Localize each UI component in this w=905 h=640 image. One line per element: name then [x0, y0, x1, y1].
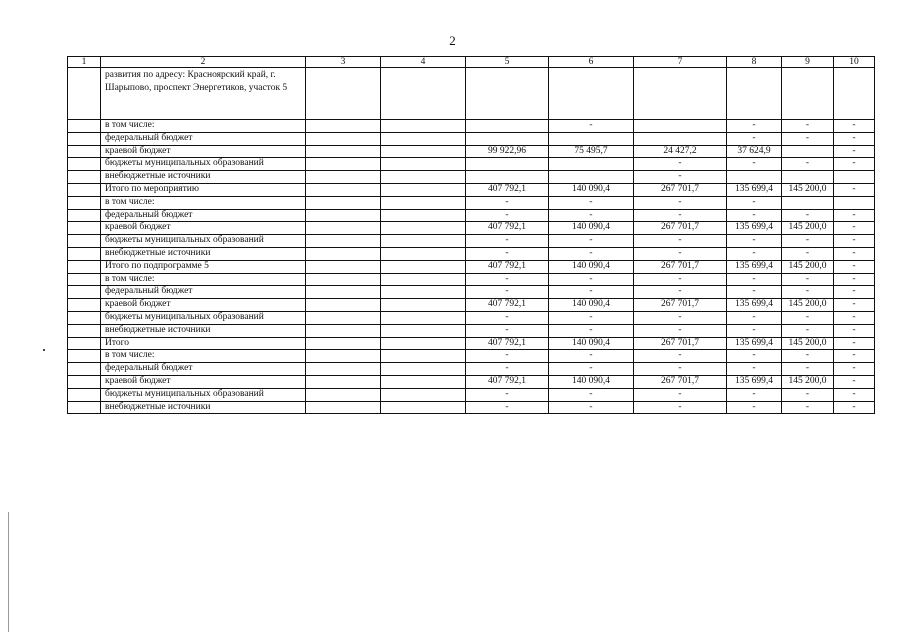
- value-cell: 140 090,4: [549, 222, 634, 235]
- value-cell: -: [634, 273, 727, 286]
- value-cell: [306, 235, 381, 248]
- page-number: 2: [449, 33, 456, 48]
- value-cell: -: [466, 196, 549, 209]
- row-label: краевой бюджет: [101, 222, 306, 235]
- value-cell: 267 701,7: [634, 299, 727, 312]
- value-cell: [381, 132, 466, 145]
- value-cell: [306, 388, 381, 401]
- value-cell: -: [834, 145, 875, 158]
- table-cell: [68, 196, 101, 209]
- table-cell: [68, 235, 101, 248]
- value-cell: -: [782, 132, 834, 145]
- value-cell: -: [549, 286, 634, 299]
- value-cell: [381, 209, 466, 222]
- column-header: 7: [634, 57, 727, 68]
- table-cell: [68, 363, 101, 376]
- table-cell: [68, 388, 101, 401]
- value-cell: -: [634, 171, 727, 184]
- value-cell: -: [782, 311, 834, 324]
- value-cell: 135 699,4: [727, 183, 782, 196]
- table-cell: [68, 132, 101, 145]
- table-cell: [306, 68, 381, 120]
- value-cell: -: [634, 401, 727, 414]
- value-cell: [381, 350, 466, 363]
- table-row: [68, 363, 875, 376]
- column-header: 5: [466, 57, 549, 68]
- value-cell: 140 090,4: [549, 337, 634, 350]
- value-cell: [306, 132, 381, 145]
- table-cell: [68, 183, 101, 196]
- row-label: Итого по подпрограмме 5: [101, 260, 306, 273]
- value-cell: 135 699,4: [727, 299, 782, 312]
- value-cell: 99 922,96: [466, 145, 549, 158]
- value-cell: 135 699,4: [727, 260, 782, 273]
- row-label: внебюджетные источники: [101, 324, 306, 337]
- value-cell: [381, 183, 466, 196]
- row-label: внебюджетные источники: [101, 247, 306, 260]
- value-cell: [381, 260, 466, 273]
- value-cell: [466, 171, 549, 184]
- value-cell: -: [782, 273, 834, 286]
- value-cell: 407 792,1: [466, 375, 549, 388]
- value-cell: -: [727, 286, 782, 299]
- value-cell: [381, 363, 466, 376]
- value-cell: [381, 401, 466, 414]
- value-cell: 145 200,0: [782, 222, 834, 235]
- value-cell: 407 792,1: [466, 183, 549, 196]
- value-cell: -: [466, 401, 549, 414]
- table-row: [68, 158, 875, 171]
- column-header: 2: [101, 57, 306, 68]
- value-cell: -: [549, 209, 634, 222]
- value-cell: [466, 132, 549, 145]
- value-cell: 407 792,1: [466, 337, 549, 350]
- value-cell: -: [549, 120, 634, 133]
- row-label: внебюджетные источники: [101, 171, 306, 184]
- table-row: [68, 401, 875, 414]
- value-cell: 267 701,7: [634, 375, 727, 388]
- row-label: краевой бюджет: [101, 299, 306, 312]
- table-cell: [68, 286, 101, 299]
- table-cell: [68, 120, 101, 133]
- value-cell: -: [834, 324, 875, 337]
- value-cell: [306, 171, 381, 184]
- value-cell: -: [727, 132, 782, 145]
- value-cell: [306, 158, 381, 171]
- table-row: [68, 183, 875, 196]
- value-cell: -: [834, 209, 875, 222]
- value-cell: 407 792,1: [466, 222, 549, 235]
- value-cell: -: [727, 120, 782, 133]
- value-cell: [549, 158, 634, 171]
- value-cell: [306, 350, 381, 363]
- row-label: Итого: [101, 337, 306, 350]
- value-cell: -: [834, 337, 875, 350]
- value-cell: -: [727, 388, 782, 401]
- value-cell: [381, 158, 466, 171]
- value-cell: 145 200,0: [782, 337, 834, 350]
- row-label: бюджеты муниципальных образований: [101, 158, 306, 171]
- table-cell: [727, 68, 782, 120]
- value-cell: -: [727, 235, 782, 248]
- table-row: [68, 132, 875, 145]
- table-row: [68, 299, 875, 312]
- value-cell: -: [549, 311, 634, 324]
- table-cell: [68, 375, 101, 388]
- scan-edge-line: [8, 512, 9, 632]
- table-cell: [68, 299, 101, 312]
- value-cell: [306, 311, 381, 324]
- table-row: [68, 171, 875, 184]
- value-cell: -: [834, 388, 875, 401]
- value-cell: [381, 388, 466, 401]
- value-cell: -: [466, 209, 549, 222]
- row-label: в том числе:: [101, 120, 306, 133]
- value-cell: [466, 120, 549, 133]
- value-cell: [381, 171, 466, 184]
- value-cell: -: [634, 247, 727, 260]
- value-cell: [381, 311, 466, 324]
- value-cell: [782, 196, 834, 209]
- value-cell: [306, 120, 381, 133]
- value-cell: 140 090,4: [549, 260, 634, 273]
- value-cell: 407 792,1: [466, 299, 549, 312]
- value-cell: -: [634, 158, 727, 171]
- value-cell: 135 699,4: [727, 222, 782, 235]
- table-row: [68, 260, 875, 273]
- table-cell: [834, 68, 875, 120]
- value-cell: -: [782, 286, 834, 299]
- value-cell: -: [834, 286, 875, 299]
- value-cell: -: [634, 286, 727, 299]
- value-cell: [381, 273, 466, 286]
- table-row: [68, 337, 875, 350]
- value-cell: [381, 286, 466, 299]
- value-cell: [306, 183, 381, 196]
- column-header: 8: [727, 57, 782, 68]
- value-cell: [306, 363, 381, 376]
- table-row: [68, 247, 875, 260]
- value-cell: -: [549, 324, 634, 337]
- row-label: бюджеты муниципальных образований: [101, 235, 306, 248]
- table-header-row: [68, 57, 875, 68]
- value-cell: [306, 247, 381, 260]
- value-cell: -: [634, 235, 727, 248]
- value-cell: -: [834, 120, 875, 133]
- value-cell: 145 200,0: [782, 375, 834, 388]
- value-cell: 135 699,4: [727, 375, 782, 388]
- value-cell: -: [549, 350, 634, 363]
- value-cell: [306, 196, 381, 209]
- table-cell: [68, 145, 101, 158]
- value-cell: [549, 171, 634, 184]
- table-cell: [68, 337, 101, 350]
- value-cell: -: [727, 401, 782, 414]
- value-cell: 75 495,7: [549, 145, 634, 158]
- value-cell: [306, 324, 381, 337]
- table-cell: [381, 68, 466, 120]
- value-cell: -: [466, 273, 549, 286]
- value-cell: -: [634, 311, 727, 324]
- value-cell: [834, 196, 875, 209]
- value-cell: [381, 337, 466, 350]
- table-cell: [549, 68, 634, 120]
- table-cell: [466, 68, 549, 120]
- table-cell: [68, 171, 101, 184]
- row-label: бюджеты муниципальных образований: [101, 311, 306, 324]
- value-cell: -: [834, 363, 875, 376]
- table-row: [68, 273, 875, 286]
- table-cell: [68, 68, 101, 120]
- column-header: 4: [381, 57, 466, 68]
- row-label: краевой бюджет: [101, 145, 306, 158]
- value-cell: -: [549, 363, 634, 376]
- value-cell: [306, 145, 381, 158]
- table-row: [68, 286, 875, 299]
- value-cell: -: [727, 363, 782, 376]
- value-cell: 267 701,7: [634, 337, 727, 350]
- value-cell: -: [834, 311, 875, 324]
- value-cell: -: [727, 273, 782, 286]
- row-label: в том числе:: [101, 196, 306, 209]
- value-cell: [549, 132, 634, 145]
- value-cell: [466, 158, 549, 171]
- table-cell: [68, 222, 101, 235]
- value-cell: [381, 299, 466, 312]
- value-cell: 140 090,4: [549, 375, 634, 388]
- value-cell: -: [782, 247, 834, 260]
- column-header: 1: [68, 57, 101, 68]
- value-cell: -: [834, 247, 875, 260]
- table-cell: [68, 273, 101, 286]
- table-row: [68, 311, 875, 324]
- value-cell: 140 090,4: [549, 299, 634, 312]
- value-cell: -: [727, 350, 782, 363]
- value-cell: -: [782, 158, 834, 171]
- table-row: [68, 324, 875, 337]
- table-row: [68, 350, 875, 363]
- value-cell: [306, 299, 381, 312]
- value-cell: -: [727, 311, 782, 324]
- value-cell: [306, 209, 381, 222]
- value-cell: -: [834, 299, 875, 312]
- value-cell: [381, 375, 466, 388]
- value-cell: 135 699,4: [727, 337, 782, 350]
- value-cell: -: [782, 401, 834, 414]
- value-cell: -: [634, 196, 727, 209]
- row-label: Итого по мероприятию: [101, 183, 306, 196]
- value-cell: 140 090,4: [549, 183, 634, 196]
- row-label: федеральный бюджет: [101, 209, 306, 222]
- value-cell: -: [466, 388, 549, 401]
- value-cell: -: [549, 388, 634, 401]
- value-cell: [306, 286, 381, 299]
- value-cell: -: [782, 363, 834, 376]
- value-cell: -: [834, 132, 875, 145]
- value-cell: 267 701,7: [634, 183, 727, 196]
- value-cell: [306, 375, 381, 388]
- value-cell: [306, 260, 381, 273]
- row-label: в том числе:: [101, 273, 306, 286]
- table-body: [68, 68, 875, 414]
- budget-table: [67, 56, 875, 414]
- value-cell: -: [549, 273, 634, 286]
- value-cell: [381, 120, 466, 133]
- row-label: в том числе:: [101, 350, 306, 363]
- value-cell: -: [466, 350, 549, 363]
- value-cell: [381, 324, 466, 337]
- value-cell: -: [466, 235, 549, 248]
- value-cell: -: [466, 286, 549, 299]
- table-cell: [68, 260, 101, 273]
- value-cell: [306, 337, 381, 350]
- table-cell: [68, 158, 101, 171]
- value-cell: -: [782, 350, 834, 363]
- value-cell: -: [466, 247, 549, 260]
- table-row: [68, 120, 875, 133]
- value-cell: -: [466, 324, 549, 337]
- table-cell: [68, 247, 101, 260]
- row-label: федеральный бюджет: [101, 363, 306, 376]
- value-cell: -: [549, 235, 634, 248]
- value-cell: -: [834, 273, 875, 286]
- value-cell: 407 792,1: [466, 260, 549, 273]
- table-row: [68, 196, 875, 209]
- value-cell: -: [834, 260, 875, 273]
- value-cell: 145 200,0: [782, 183, 834, 196]
- table-cell: [634, 68, 727, 120]
- value-cell: [634, 120, 727, 133]
- table-row: [68, 222, 875, 235]
- value-cell: -: [466, 363, 549, 376]
- value-cell: -: [634, 324, 727, 337]
- column-header: 9: [782, 57, 834, 68]
- table-row: [68, 209, 875, 222]
- value-cell: 37 624,9: [727, 145, 782, 158]
- table-row: [68, 145, 875, 158]
- value-cell: [381, 247, 466, 260]
- value-cell: -: [782, 120, 834, 133]
- value-cell: [782, 145, 834, 158]
- row-label: федеральный бюджет: [101, 286, 306, 299]
- value-cell: -: [834, 401, 875, 414]
- value-cell: 267 701,7: [634, 260, 727, 273]
- value-cell: -: [634, 209, 727, 222]
- table-cell: [68, 311, 101, 324]
- value-cell: -: [727, 247, 782, 260]
- value-cell: 24 427,2: [634, 145, 727, 158]
- value-cell: -: [727, 196, 782, 209]
- value-cell: [381, 145, 466, 158]
- value-cell: [727, 171, 782, 184]
- table-row: [68, 235, 875, 248]
- value-cell: -: [782, 209, 834, 222]
- column-header: 3: [306, 57, 381, 68]
- value-cell: -: [727, 324, 782, 337]
- row-label: краевой бюджет: [101, 375, 306, 388]
- value-cell: 145 200,0: [782, 260, 834, 273]
- table-row-description: [68, 68, 875, 120]
- value-cell: -: [466, 311, 549, 324]
- value-cell: [306, 273, 381, 286]
- value-cell: -: [727, 209, 782, 222]
- value-cell: [782, 171, 834, 184]
- value-cell: -: [834, 350, 875, 363]
- value-cell: -: [782, 388, 834, 401]
- column-header: 10: [834, 57, 875, 68]
- table-cell: [68, 401, 101, 414]
- table-cell: [68, 209, 101, 222]
- value-cell: [381, 196, 466, 209]
- column-header: 6: [549, 57, 634, 68]
- value-cell: -: [549, 196, 634, 209]
- value-cell: -: [834, 222, 875, 235]
- value-cell: -: [549, 247, 634, 260]
- value-cell: -: [834, 183, 875, 196]
- value-cell: [381, 222, 466, 235]
- row-label: бюджеты муниципальных образований: [101, 388, 306, 401]
- row-label: внебюджетные источники: [101, 401, 306, 414]
- activity-description: развития по адресу: Красноярский край, г. Шарыпово, проспект Энергетиков, участок 5: [101, 68, 306, 120]
- value-cell: -: [549, 401, 634, 414]
- value-cell: 267 701,7: [634, 222, 727, 235]
- value-cell: [306, 222, 381, 235]
- value-cell: -: [834, 158, 875, 171]
- value-cell: [634, 132, 727, 145]
- table-cell: [782, 68, 834, 120]
- value-cell: -: [782, 324, 834, 337]
- value-cell: -: [634, 388, 727, 401]
- value-cell: [306, 401, 381, 414]
- value-cell: -: [727, 158, 782, 171]
- value-cell: 145 200,0: [782, 299, 834, 312]
- scan-mark: [43, 349, 45, 351]
- value-cell: -: [782, 235, 834, 248]
- table-row: [68, 388, 875, 401]
- value-cell: [381, 235, 466, 248]
- value-cell: -: [634, 350, 727, 363]
- table-cell: [68, 324, 101, 337]
- table-row: [68, 375, 875, 388]
- table-cell: [68, 350, 101, 363]
- value-cell: [834, 171, 875, 184]
- value-cell: -: [834, 235, 875, 248]
- value-cell: -: [634, 363, 727, 376]
- row-label: федеральный бюджет: [101, 132, 306, 145]
- value-cell: -: [834, 375, 875, 388]
